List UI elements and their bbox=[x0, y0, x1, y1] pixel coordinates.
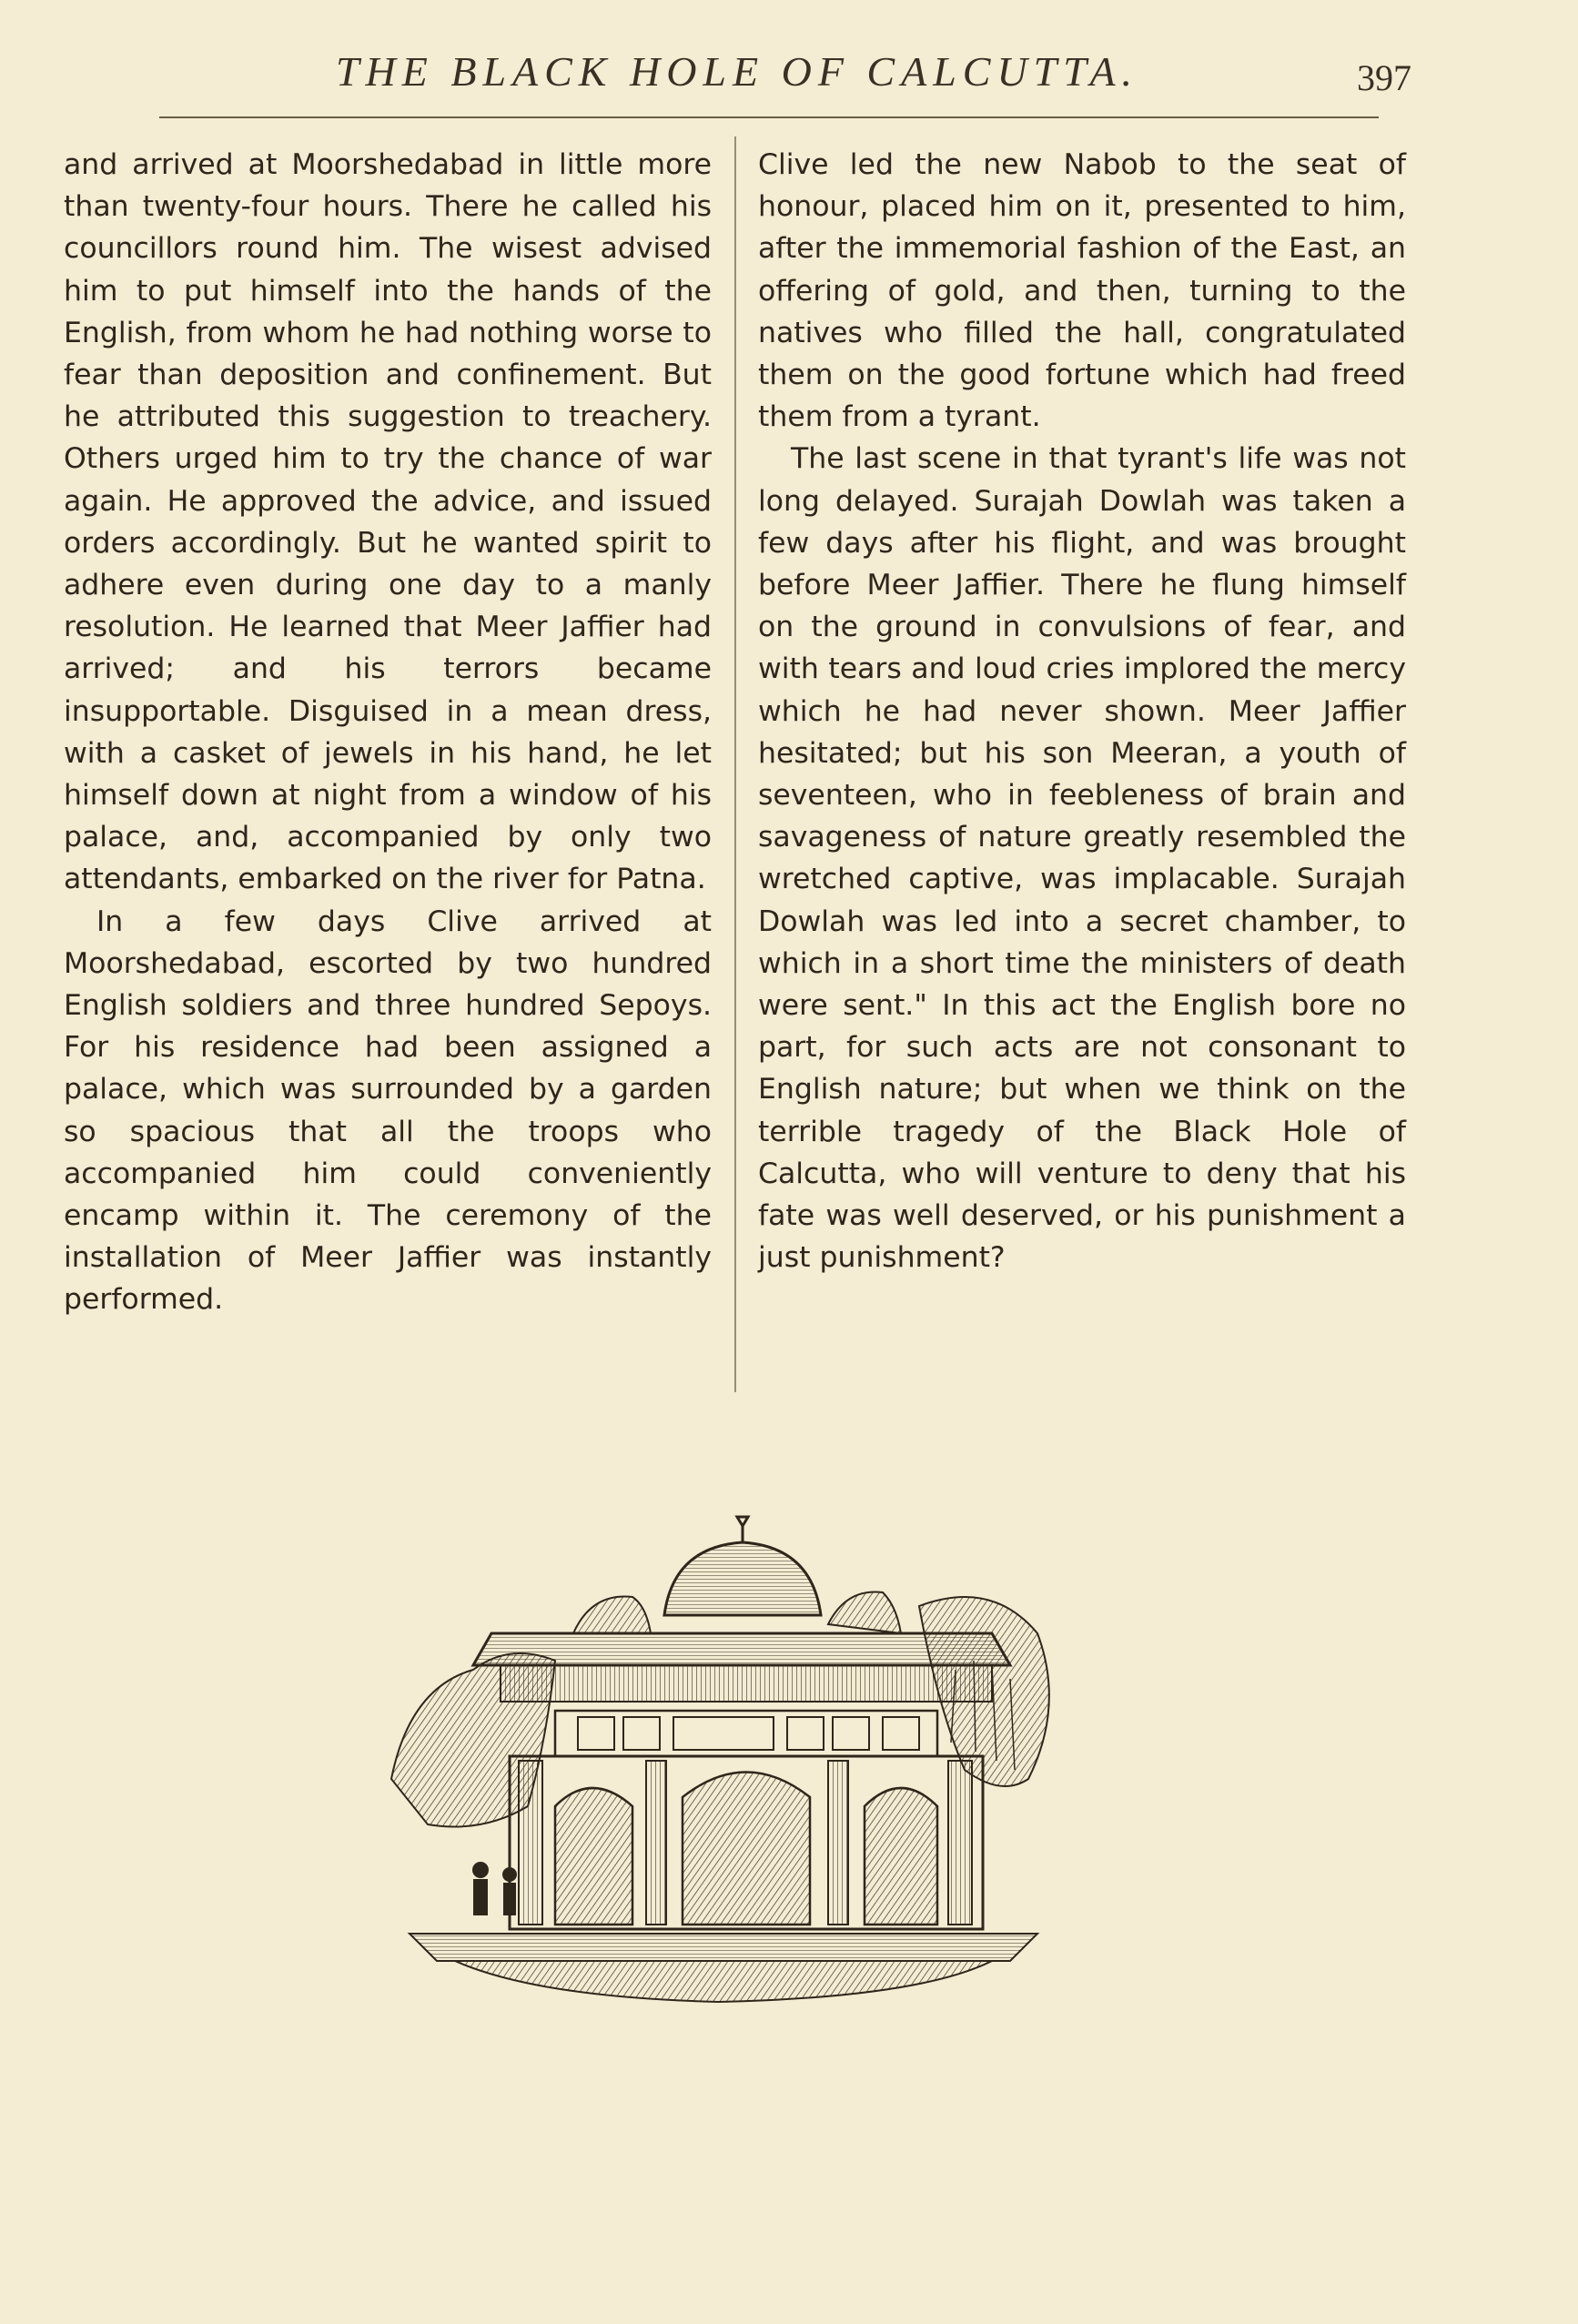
domed-pavilion-engraving-icon bbox=[373, 1506, 1074, 2016]
paragraph: Clive led the new Nabob to the seat of honour, placed him on it, presented to him, after the immemorial fashion of the East, an offering of gold, and then, turning to the natives who filled the hall, congratulated them on the good fortune which had freed them from a tyrant. bbox=[758, 148, 1406, 434]
running-head: THE BLACK HOLE OF CALCUTTA. bbox=[335, 48, 1139, 95]
paragraph: In a few days Clive arrived at Moorshedabad, escorted by two hundred English soldiers and three hundred Sepoys. For his residence had been assigned a palace, which was surrounded by a garden so spacious that all the troops who accompanied him could conveniently encamp within it. The ceremony of the installation of Meer Jaffier was instantly performed. bbox=[64, 904, 712, 1317]
header-rule bbox=[159, 116, 1379, 118]
right-column bbox=[758, 144, 1406, 1278]
paragraph: The last scene in that tyrant's life was not long delayed. Surajah Dowlah was taken a few days after his flight, and was brought before Meer Jaffier. There he flung himself on the ground in convulsions of fear, and with tears and loud cries implored the mercy which he had never shown. Meer Jaffier hesitated; but his son Meeran, a youth of seventeen, who in feebleness of brain and savageness of nature greatly resembled the wretched captive, was implacable. Surajah Dowlah was led into a secret chamber, to which in a short time the ministers of death were sent." In this act the English bore no part, for such acts are not consonant to English nature; but when we think on the terrible tragedy of the Black Hole of Calcutta, who will venture to deny that his fate was well deserved, or his punishment a just punishment? bbox=[758, 442, 1406, 1275]
left-column bbox=[64, 144, 712, 1321]
page-number: 397 bbox=[1357, 57, 1411, 98]
paragraph: and arrived at Moorshedabad in little more than twenty-four hours. There he called his councillors round him. The wisest advised him to put himself into the hands of the English, from whom he had nothing worse to fear than deposition and confinement. But he attributed this suggestion to treachery. Others urged him to try the chance of war again. He approved the advice, and issued orders accordingly. But he wanted spirit to adhere even during one day to a manly resolution. He learned that Meer Jaffier had arrived; and his terrors became insupportable. Disguised in a mean dress, with a casket of jewels in his hand, he let himself down at night from a window of his palace, and, accompanied by only two attendants, embarked on the river for Patna. bbox=[64, 148, 712, 896]
column-divider bbox=[734, 136, 736, 1392]
